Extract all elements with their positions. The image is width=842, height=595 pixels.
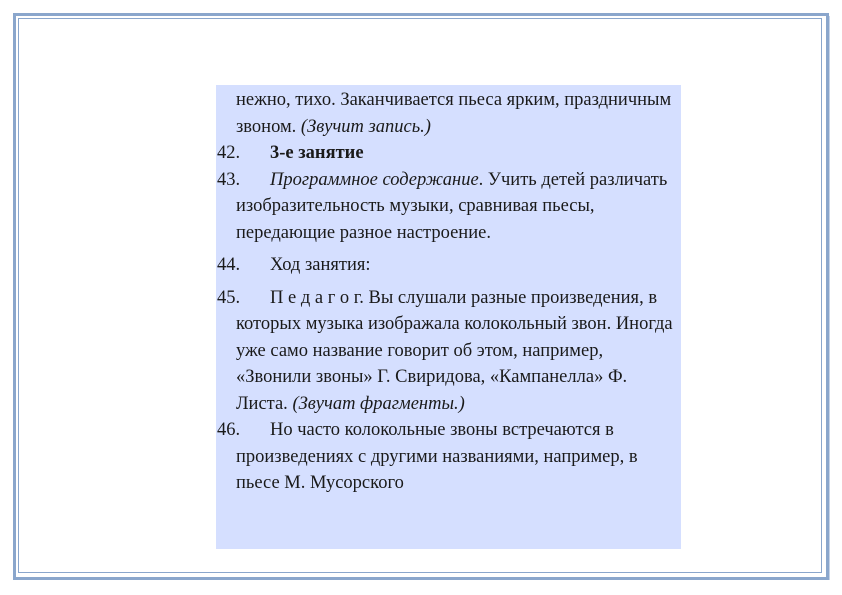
paragraph-text: Ход занятия: (270, 255, 371, 275)
paragraph-note: (Звучат фрагменты.) (292, 393, 465, 414)
paragraph-note: (Звучит запись.) (300, 116, 431, 137)
paragraph-number: 46. (217, 420, 241, 440)
paragraph-number: 43. (217, 169, 241, 190)
paragraph-number: 45. (217, 287, 241, 308)
paragraph-continuation (216, 87, 681, 140)
paragraph-46 (216, 417, 681, 497)
paragraph-number: 44. (217, 255, 241, 275)
lesson-heading: 3-е занятие (270, 143, 364, 163)
paragraph-text: Но часто колокольные звоны встречаются в произведениях с другими названиями, например, в пьесе М. Мусорского (236, 420, 638, 493)
paragraph-number: 42. (217, 143, 241, 163)
paragraph-44 (216, 252, 681, 279)
paragraph-42 (216, 140, 681, 167)
text-box (216, 85, 681, 549)
paragraph-text: . Учить детей различать изобразительность музыки, сравнивая пьесы, передающие разное настроение. (236, 169, 668, 243)
paragraph-45 (216, 285, 681, 418)
program-content-label: Программное содержание (270, 169, 479, 190)
paragraph-43 (216, 167, 681, 247)
paragraph-text: П е д а г о г. Вы слушали разные произведения, в которых музыка изображала колокольный звон. Иногда уже само название говорит об этом, например, «Звонили звоны» Г. Свиридова, «Кампанелла» Ф. Листа. (236, 287, 673, 414)
paragraph-text: нежно, тихо. Заканчивается пьеса ярким, праздничным звоном. (236, 90, 672, 137)
